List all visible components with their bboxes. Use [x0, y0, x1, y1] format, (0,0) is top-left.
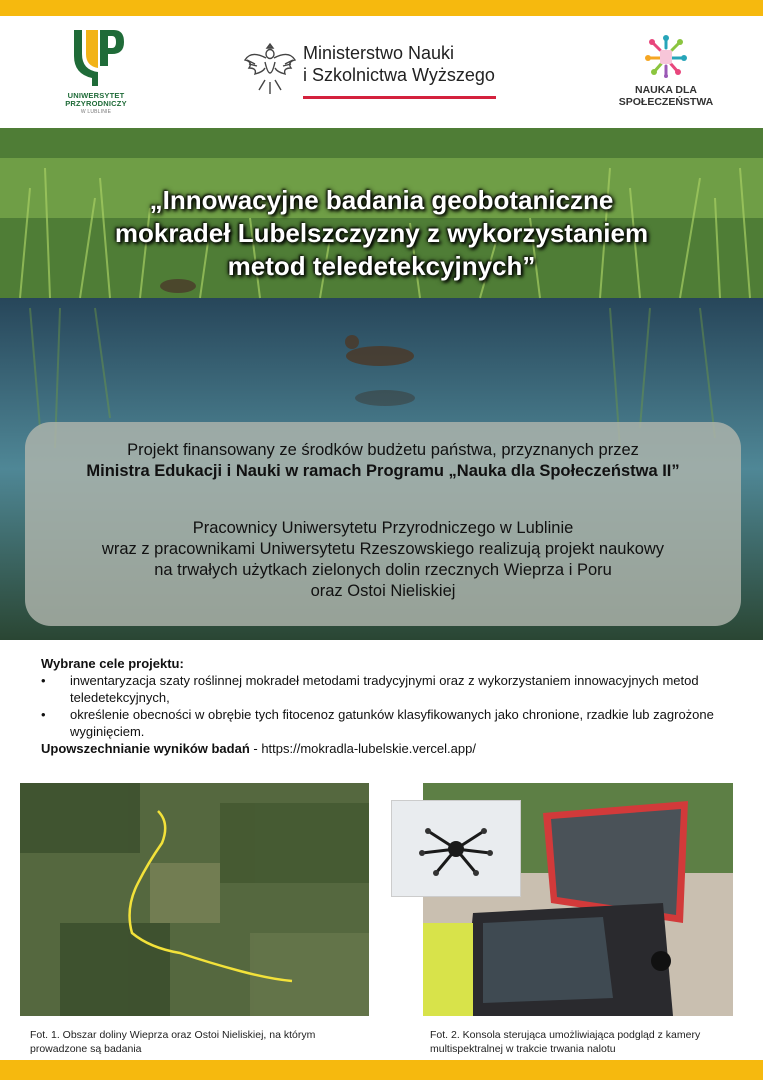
satellite-map-illustration: [20, 783, 369, 1016]
funding-line2: Ministra Edukacji i Nauki w ramach Programu „Nauka dla Społeczeństwa II”: [86, 462, 680, 480]
goals-heading: Wybrane cele projektu:: [41, 656, 184, 671]
staff-line3: na trwałych użytkach zielonych dolin rzecznych Wieprza i Poru: [154, 561, 612, 579]
hexacopter-drone-icon: [392, 801, 520, 896]
university-logo-icon: [68, 26, 124, 88]
university-name-line1: UNIWERSYTET: [67, 91, 125, 100]
nds-logo: [612, 34, 720, 114]
photo1-caption: Fot. 1. Obszar doliny Wieprza oraz Ostoi Nieliskiej, na którym prowadzone są badania: [30, 1029, 316, 1055]
dissemination-separator: -: [249, 741, 262, 756]
goals-list: [41, 672, 731, 740]
university-name-line2: PRZYRODNICZY: [65, 99, 127, 108]
bullet: •: [41, 707, 46, 722]
ministry-logo: [243, 38, 503, 104]
wetland-hero-image: [0, 128, 763, 640]
title-line3: metod teledetekcyjnych”: [227, 251, 536, 281]
funding-line1: Projekt finansowany ze środków budżetu państwa, przyznanych przez: [127, 441, 639, 459]
title-line2: mokradeł Lubelszczyzny z wykorzystaniem: [114, 218, 649, 248]
network-dots-icon: [642, 34, 690, 78]
goal-text: inwentaryzacja szaty roślinnej mokradeł metodami tradycyjnymi oraz z wykorzystaniem innowacyjnych metod teledetekcyjnych,: [70, 673, 699, 705]
staff-line1: Pracownicy Uniwersytetu Przyrodniczego w Lublinie: [192, 519, 574, 537]
funding-statement: [25, 440, 741, 482]
satellite-map-photo: [20, 783, 369, 1016]
photo2-caption: Fot. 2. Konsola sterująca umożliwiająca podgląd z kamery multispektralnej w trakcie trwania nalotu: [430, 1029, 701, 1055]
nds-name-line1: NAUKA DLA: [634, 84, 698, 96]
bullet: •: [41, 673, 46, 688]
university-name-sub: W LUBLINIE: [80, 109, 112, 115]
list-item: [41, 672, 731, 706]
goal-text: określenie obecności w obrębie tych fitocenoz gatunków klasyfikowanych jako chronione, rzadkie lub zagrożone wyginięciem.: [70, 707, 714, 739]
staff-line4: oraz Ostoi Nieliskiej: [310, 582, 456, 600]
dissemination-label: Upowszechnianie wyników badań: [41, 741, 250, 756]
project-goals: [41, 655, 731, 757]
bottom-accent-bar: [0, 1060, 763, 1080]
dissemination-line: [41, 740, 731, 757]
ministry-name-line1: Ministerstwo Nauki: [303, 43, 455, 63]
title-line1: „Innowacyjne badania geobotaniczne: [149, 185, 614, 215]
list-item: [41, 706, 731, 740]
ministry-name-line2: i Szkolnictwa Wyższego: [303, 65, 495, 85]
ministry-red-rule: [303, 96, 496, 99]
info-panel: [25, 422, 741, 626]
dissemination-link[interactable]: https://mokradla-lubelskie.vercel.app/: [261, 741, 476, 756]
eagle-emblem-icon: [243, 38, 297, 98]
drone-inset-photo: [391, 800, 521, 897]
top-accent-bar: [0, 0, 763, 16]
staff-statement: [25, 518, 741, 602]
university-logo: [62, 26, 130, 118]
poster-title: [40, 184, 723, 283]
staff-line2: wraz z pracownikami Uniwersytetu Rzeszowskiego realizują projekt naukowy: [101, 540, 665, 558]
nds-name-line2: SPOŁECZEŃSTWA: [618, 96, 714, 108]
